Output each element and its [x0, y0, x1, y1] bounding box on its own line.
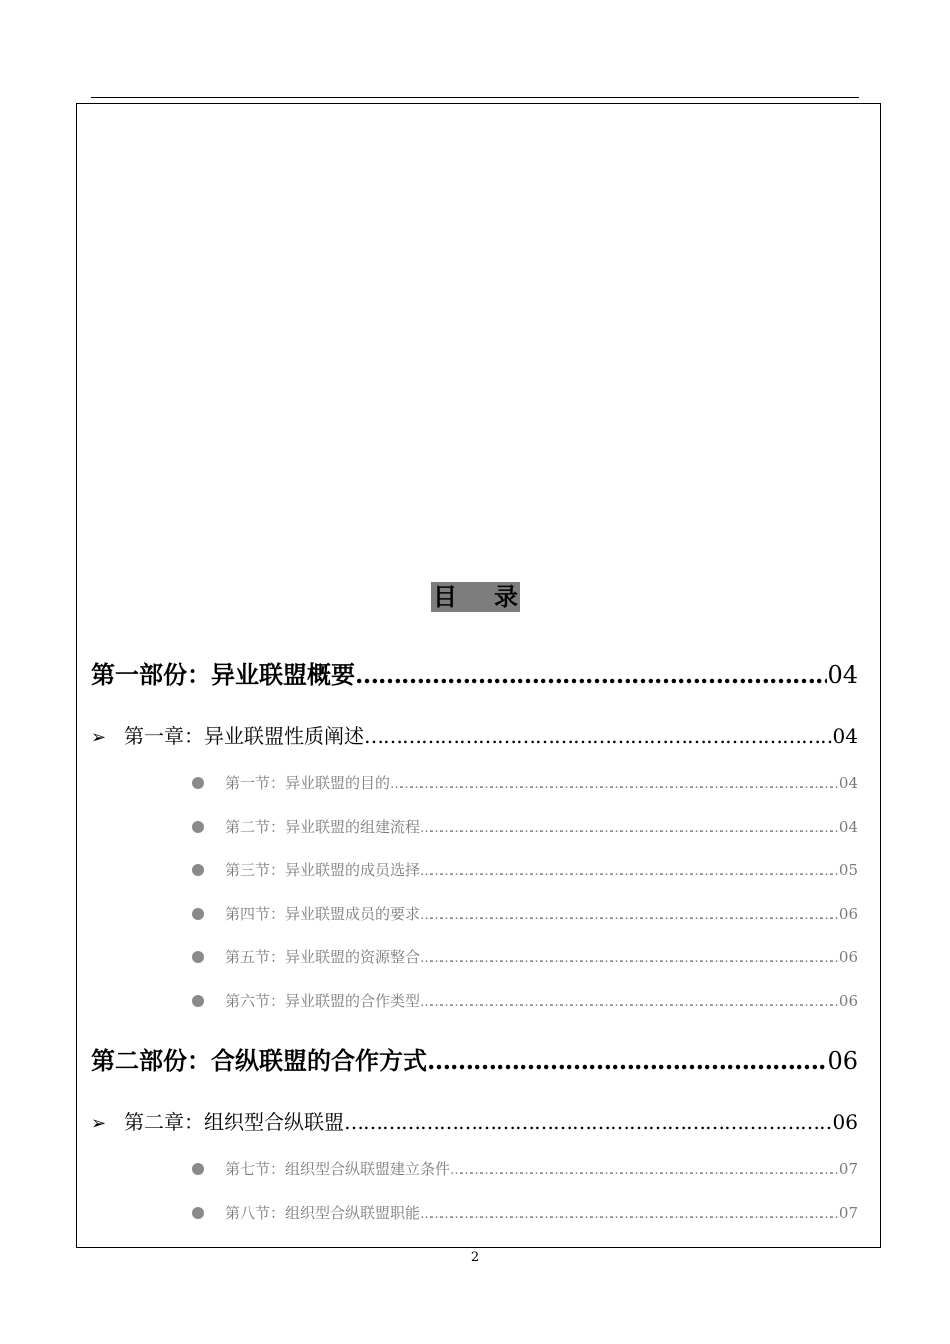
- toc-section-label: 第八节：组织型合纵联盟职能: [225, 1204, 421, 1222]
- bullet-dot-icon: [192, 995, 204, 1007]
- header-rule: [91, 97, 859, 98]
- dot-leader: [420, 1207, 839, 1222]
- toc-page-number: 06: [838, 948, 858, 966]
- toc-page-number: 04: [838, 774, 858, 792]
- toc-page-number: 04: [838, 818, 858, 836]
- bullet-dot-icon: [192, 821, 204, 833]
- toc-part-entry[interactable]: [91, 655, 858, 689]
- dot-leader: [450, 1163, 839, 1178]
- toc-title: [431, 582, 520, 612]
- page-number: 2: [470, 1250, 480, 1265]
- toc-section-entry[interactable]: [192, 990, 858, 1012]
- dot-leader: [355, 660, 827, 689]
- toc-section-label: 第五节：异业联盟的资源整合: [225, 948, 421, 966]
- toc-section-label: 第一节：异业联盟的目的: [225, 774, 391, 792]
- toc-part-entry[interactable]: [91, 1041, 858, 1075]
- dot-leader: [420, 951, 839, 966]
- dot-leader: [427, 1046, 827, 1075]
- toc-section-entry[interactable]: [192, 859, 858, 881]
- toc-section-label: 第四节：异业联盟成员的要求: [225, 905, 421, 923]
- toc-part-label: 第一部份：异业联盟概要: [91, 661, 355, 689]
- toc-section-label: 第七节：组织型合纵联盟建立条件: [225, 1160, 451, 1178]
- toc-section-entry[interactable]: [192, 903, 858, 925]
- toc-title-left: 目: [433, 583, 457, 611]
- toc-chapter-entry[interactable]: [91, 720, 858, 748]
- toc-chapter-entry[interactable]: [91, 1106, 858, 1134]
- dot-leader: [420, 995, 839, 1010]
- bullet-dot-icon: [192, 951, 204, 963]
- toc-page-number: 07: [838, 1160, 858, 1178]
- toc-page-number: 07: [838, 1204, 858, 1222]
- toc-page-number: 05: [838, 861, 858, 879]
- toc-section-entry[interactable]: [192, 772, 858, 794]
- bullet-dot-icon: [192, 864, 204, 876]
- bullet-dot-icon: [192, 908, 204, 920]
- toc-page-number: 04: [827, 661, 858, 689]
- dot-leader: [344, 1110, 833, 1134]
- toc-page-number: 06: [827, 1047, 858, 1075]
- toc-section-entry[interactable]: [192, 816, 858, 838]
- toc-title-right: 录: [494, 583, 518, 611]
- dot-leader: [420, 821, 839, 836]
- toc-chapter-label: 第二章：组织型合纵联盟: [124, 1110, 344, 1134]
- toc-part-label: 第二部份：合纵联盟的合作方式: [91, 1047, 427, 1075]
- toc-section-label: 第三节：异业联盟的成员选择: [225, 861, 421, 879]
- dot-leader: [364, 724, 833, 748]
- toc-page-number: 06: [838, 905, 858, 923]
- arrow-bullet-icon: ➢: [91, 727, 107, 748]
- toc-section-label: 第六节：异业联盟的合作类型: [225, 992, 421, 1010]
- bullet-dot-icon: [192, 1163, 204, 1175]
- toc-section-entry[interactable]: [192, 1158, 858, 1180]
- toc-section-entry[interactable]: [192, 946, 858, 968]
- bullet-dot-icon: [192, 1207, 204, 1219]
- toc-section-label: 第二节：异业联盟的组建流程: [225, 818, 421, 836]
- toc-page-number: 06: [838, 992, 858, 1010]
- dot-leader: [420, 908, 839, 923]
- dot-leader: [420, 864, 839, 879]
- toc-page-number: 06: [832, 1110, 858, 1134]
- arrow-bullet-icon: ➢: [91, 1113, 107, 1134]
- toc-section-entry[interactable]: [192, 1202, 858, 1224]
- toc-page-number: 04: [832, 724, 858, 748]
- bullet-dot-icon: [192, 777, 204, 789]
- toc-chapter-label: 第一章：异业联盟性质阐述: [124, 724, 364, 748]
- dot-leader: [390, 777, 839, 792]
